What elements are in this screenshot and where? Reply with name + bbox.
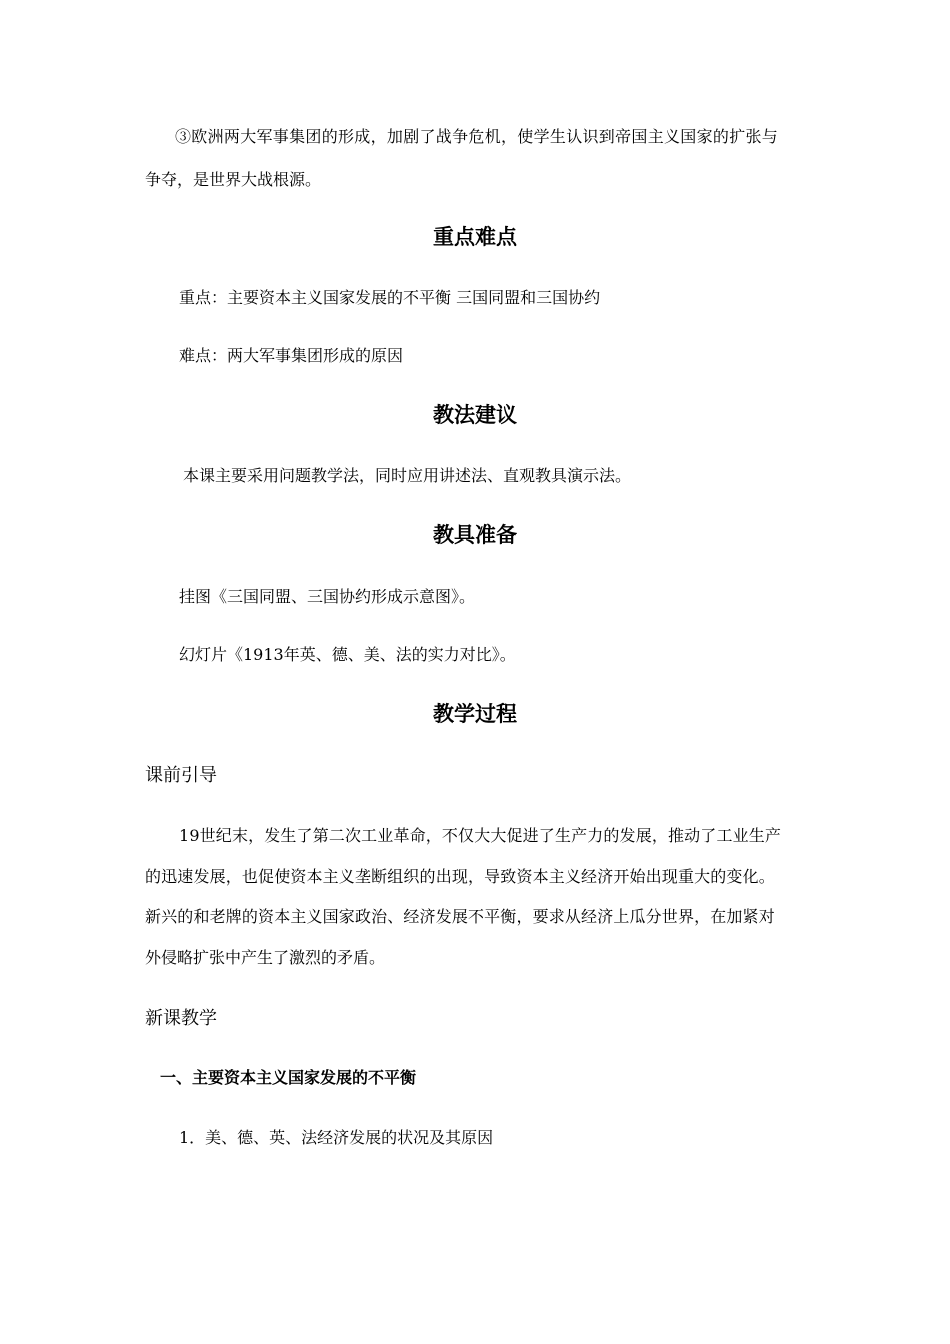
objective-3-line-1: ③欧洲两大军事集团的形成，加剧了战争危机，使学生认识到帝国主义国家的扩张与 xyxy=(175,127,779,146)
section-one-title: 一、主要资本主义国家发展的不平衡 xyxy=(160,1068,417,1087)
intro-line-1: 19世纪末，发生了第二次工业革命，不仅大大促进了生产力的发展，推动了工业生产 xyxy=(179,826,782,845)
key-points-heading: 重点难点 xyxy=(433,225,517,249)
item-one: 1．美、德、英、法经济发展的状况及其原因 xyxy=(179,1128,494,1147)
intro-line-3: 新兴的和老牌的资本主义国家政治、经济发展不平衡，要求从经济上瓜分世界，在加紧对 xyxy=(145,907,775,926)
new-lesson-title: 新课教学 xyxy=(145,1008,217,1029)
materials-item-1: 挂图《三国同盟、三国协约形成示意图》。 xyxy=(179,587,476,606)
materials-heading: 教具准备 xyxy=(433,523,517,547)
key-points-focus: 重点：主要资本主义国家发展的不平衡 三国同盟和三国协约 xyxy=(179,288,601,307)
objective-3-line-2: 争夺，是世界大战根源。 xyxy=(145,170,322,189)
materials-item-2: 幻灯片《1913年英、德、美、法的实力对比》。 xyxy=(179,645,516,664)
key-points-difficulty: 难点：两大军事集团形成的原因 xyxy=(179,346,404,365)
process-heading: 教学过程 xyxy=(433,702,517,726)
intro-line-2: 的迅速发展，也促使资本主义垄断组织的出现，导致资本主义经济开始出现重大的变化。 xyxy=(145,867,775,886)
method-heading: 教法建议 xyxy=(433,403,517,427)
intro-title: 课前引导 xyxy=(145,765,217,786)
intro-line-4: 外侵略扩张中产生了激烈的矛盾。 xyxy=(145,948,386,967)
method-text: 本课主要采用问题教学法，同时应用讲述法、直观教具演示法。 xyxy=(183,466,632,485)
